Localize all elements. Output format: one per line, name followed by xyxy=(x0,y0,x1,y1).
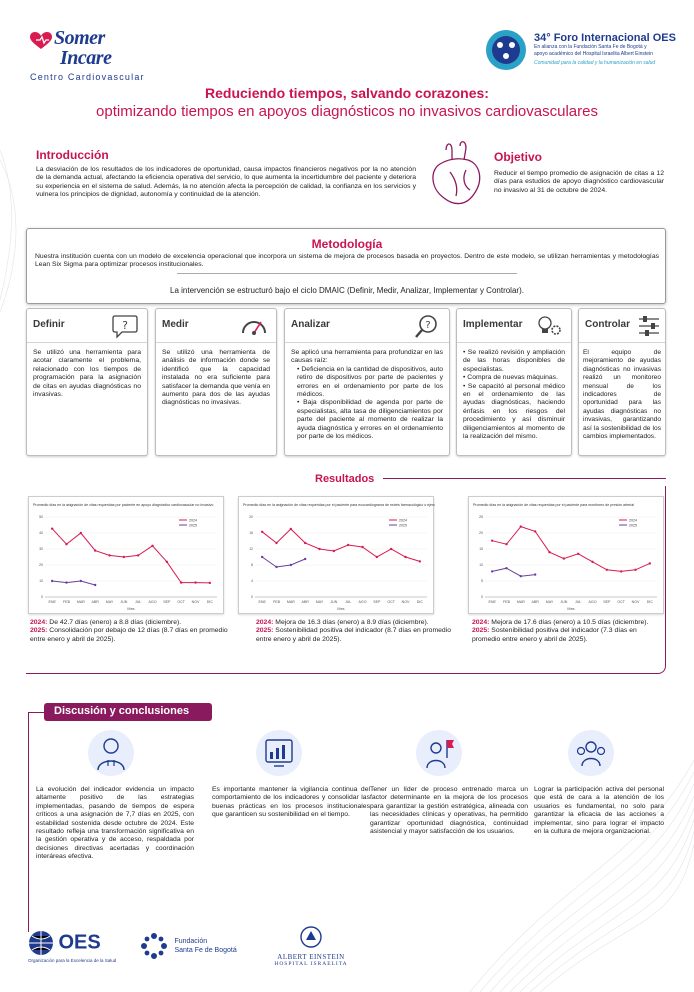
data-point xyxy=(65,543,67,545)
card-text: El equipo de mejoramiento de ayudas diagnósticas no invasivas realizó un monitoreo mensual de los indicadores de oportunidad para las ayudas diagnósticas no invasivas, garantizando así la sostenibilidad de los cambios implementados. xyxy=(583,349,661,441)
methodology-section xyxy=(26,228,666,304)
data-point xyxy=(534,530,536,532)
methodology-text: Nuestra institución cuenta con un modelo de excelencia operacional que incorpora un sistema de mejora de procesos basada en proyectos. Dentro de este modelo, se utilizan herramientas y metodologías Lean Six Sigma para optimizar procesos institucionales. xyxy=(35,253,659,269)
data-point xyxy=(491,570,493,572)
chart-1 xyxy=(28,496,224,614)
analysis-bullet: • Deficiencia en la cantidad de dispositivos, auto retiro de dispositivos por parte de pacientes y errores en el ordenamiento por parte de los médicos. xyxy=(297,365,443,399)
data-point xyxy=(577,553,579,555)
oes-text: OES xyxy=(58,931,101,954)
x-tick-label: NOV xyxy=(631,600,640,604)
series-line xyxy=(52,581,95,585)
data-point xyxy=(318,548,320,550)
y-tick-label: 20 xyxy=(479,531,483,536)
data-point xyxy=(620,570,622,572)
fsfb-emblem-icon xyxy=(138,930,170,962)
card-controlar xyxy=(578,308,666,456)
card-analizar xyxy=(284,308,450,456)
data-point xyxy=(548,551,550,553)
einstein-logo xyxy=(272,926,350,967)
dmaic-intro: La intervención se estructuró bajo el ciclo DMAIC (Definir, Medir, Analizar, Implementar y Controlar). xyxy=(170,286,524,295)
x-tick-label: JUN xyxy=(330,600,338,604)
x-tick-label: MAY xyxy=(105,600,114,604)
x-tick-label: JUL xyxy=(574,600,582,604)
card-text: Se utilizó una herramienta para acotar claramente el problema, relacionado con los tiempos de programación para la asignación de citas en ayudas diagnósticas no invasivas. xyxy=(33,349,141,399)
einstein-line-2: HOSPITAL ISRAELITA xyxy=(274,961,348,967)
x-axis-label: Mes xyxy=(127,607,135,611)
data-point xyxy=(261,531,263,533)
y-tick-label: 15 xyxy=(479,547,483,552)
discussion-col-2: Es importante mantener la vigilancia continua del comportamiento de los indicadores y consolidar las buenas prácticas en los procesos institucionales que garanticen su sostenibilidad en el tiempo. xyxy=(212,786,370,819)
sliders-icon xyxy=(635,313,663,339)
analytics-screen-icon xyxy=(256,730,302,776)
x-tick-label: MAR xyxy=(76,600,85,604)
x-tick-label: MAY xyxy=(545,600,554,604)
data-point xyxy=(65,581,67,583)
x-tick-label: JUN xyxy=(120,600,128,604)
chart-3 xyxy=(468,496,664,614)
series-line xyxy=(262,557,305,567)
anatomical-heart-icon xyxy=(426,140,488,210)
series-line xyxy=(492,568,535,576)
logo-brand-top: Somer xyxy=(54,27,105,49)
data-point xyxy=(390,548,392,550)
oes-subtext: Organización para la Excelencia de la Salud xyxy=(28,958,117,963)
card-medir xyxy=(155,308,277,456)
data-point xyxy=(649,562,651,564)
implement-bullet: • Se realizó revisión y ampliación de las horas disponibles de especialistas. xyxy=(463,349,565,373)
forum-tagline: Comunidad para la calidad y la humanización en salud xyxy=(534,60,656,66)
x-tick-label: DIC xyxy=(416,600,423,604)
x-tick-label: ENE xyxy=(488,600,496,604)
data-point xyxy=(137,554,139,556)
title-line-2: optimizando tiempos en apoyos diagnósticos no invasivos cardiovasculares xyxy=(96,103,598,120)
results-rule xyxy=(383,478,666,479)
x-tick-label: NOV xyxy=(401,600,410,604)
y-tick-label: 0 xyxy=(481,595,483,600)
data-point xyxy=(591,561,593,563)
dmaic-cards xyxy=(26,308,666,456)
data-point xyxy=(166,561,168,563)
data-point xyxy=(80,532,82,534)
x-tick-label: AGO xyxy=(358,600,367,604)
data-point xyxy=(290,528,292,530)
x-tick-label: MAY xyxy=(315,600,324,604)
data-point xyxy=(180,581,182,583)
data-point xyxy=(419,560,421,562)
data-point xyxy=(505,543,507,545)
discussion-rule-vertical xyxy=(28,712,29,932)
card-title: Implementar xyxy=(463,319,523,330)
result-caption-3: 2024: Mejora de 17.6 días (enero) a 10.5 días (diciembre). 2025: Sostenibilidad positiva del indicador (7.3 días en promedio entre enero y abril de 2025). xyxy=(472,619,649,643)
data-point xyxy=(151,545,153,547)
oes-logo xyxy=(28,930,116,963)
y-tick-label: 40 xyxy=(39,531,43,536)
results-heading: Resultados xyxy=(315,473,375,485)
x-tick-label: DIC xyxy=(646,600,653,604)
data-point xyxy=(123,556,125,558)
y-tick-label: 50 xyxy=(39,515,43,520)
series-line xyxy=(52,529,210,583)
forum-line-3: apoyo académico del Hospital Israelita Albert Einstein xyxy=(534,51,653,57)
x-tick-label: AGO xyxy=(588,600,597,604)
x-tick-label: OCT xyxy=(387,600,395,604)
logo-brand-bottom: Incare xyxy=(60,47,112,69)
team-icon xyxy=(568,730,614,776)
legend-label: 2024 xyxy=(629,518,637,523)
implement-bullet: • Compra de nuevas máquinas. xyxy=(463,374,558,382)
legend-label: 2024 xyxy=(189,518,197,523)
x-tick-label: OCT xyxy=(177,600,185,604)
y-tick-label: 4 xyxy=(251,579,253,584)
x-tick-label: ENE xyxy=(258,600,266,604)
data-point xyxy=(290,564,292,566)
x-tick-label: SEP xyxy=(163,600,171,604)
svg-text:?: ? xyxy=(425,320,431,331)
y-tick-label: 25 xyxy=(479,515,483,520)
y-tick-label: 10 xyxy=(479,563,483,568)
einstein-line-1: ALBERT EINSTEIN xyxy=(277,953,345,961)
fsfb-line-1: Fundación xyxy=(174,938,208,945)
svg-text:?: ? xyxy=(122,319,128,332)
chart-2 xyxy=(238,496,434,614)
legend-label: 2025 xyxy=(399,523,407,528)
x-tick-label: JUL xyxy=(134,600,142,604)
y-tick-label: 20 xyxy=(249,515,253,520)
x-tick-label: SEP xyxy=(373,600,381,604)
data-point xyxy=(209,582,211,584)
y-tick-label: 5 xyxy=(481,579,483,584)
y-tick-label: 10 xyxy=(39,579,43,584)
data-point xyxy=(534,573,536,575)
data-point xyxy=(505,567,507,569)
x-tick-label: AGO xyxy=(148,600,157,604)
legend-label: 2025 xyxy=(189,523,197,528)
discussion-rule xyxy=(28,712,44,713)
x-tick-label: FEB xyxy=(63,600,70,604)
implement-bullet: • Se capacitó al personal médico en el ordenamiento de las ayudas diagnósticas, haciendo énfasis en los riesgos del procedimiento y así disminuir diligenciamientos al momento de la realización del mismo. xyxy=(463,382,565,441)
discussion-col-4: Lograr la participación activa del personal que está de cara a la atención de los usuarios es fundamental, no solo para garantizar la eficacia de las acciones a implementar, sino para lograr el impacto en la cultura de mejora organizacional. xyxy=(534,786,664,836)
data-point xyxy=(51,580,53,582)
data-point xyxy=(304,558,306,560)
chart-title: Promedio días en la asignación de citas requeridas por el paciente para monitoreo de presión arterial xyxy=(473,503,635,507)
x-tick-label: ABR xyxy=(531,600,539,604)
intro-text: La desviación de los resultados de los indicadores de oportunidad, causa impactos financieros negativos por la no atención de la demanda actual, afectando la eficiencia operativa del servicio, lo que aumenta la incertidumbre del paciente y deteriora su experiencia en el sistema de salud. Además, la no atención afecta la percepción de calidad, la confianza en los servicios y vulnera los principios de dignidad, autonomía y continuidad de la atención. xyxy=(36,166,416,199)
fsfb-line-2: Santa Fe de Bogotá xyxy=(174,947,237,954)
y-tick-label: 12 xyxy=(249,547,253,552)
doctor-icon xyxy=(88,730,134,776)
analysis-intro: Se aplicó una herramienta para profundizar en las causas raíz: xyxy=(291,349,443,365)
card-implementar xyxy=(456,308,572,456)
x-tick-label: JUN xyxy=(560,600,568,604)
somer-incare-logo xyxy=(30,28,170,82)
y-tick-label: 30 xyxy=(39,547,43,552)
discussion-col-3: Tener un líder de proceso entrenado marca un factor determinante en la mejora de los procesos para garantizar la gestión estratégica, alineada con las necesidades clínicas y operativas, ha permitido garantizar oportunidad diagnóstica, continuidad asistencial y mayor satisfacción de los usuarios. xyxy=(370,786,528,836)
x-tick-label: ABR xyxy=(91,600,99,604)
einstein-emblem-icon xyxy=(300,926,322,948)
x-tick-label: ENE xyxy=(48,600,56,604)
y-tick-label: 0 xyxy=(41,595,43,600)
data-point xyxy=(194,581,196,583)
x-tick-label: NOV xyxy=(191,600,200,604)
series-line xyxy=(262,529,420,561)
card-text: Se utilizó una herramienta de análisis de información donde se identificó que la capacidad instalada no era suficiente para satisfacer la demanda que venía en aumento para dos de las ayudas diagnósticas no invasivas. xyxy=(162,349,270,407)
discussion-heading: Discusión y conclusiones xyxy=(44,703,212,721)
data-point xyxy=(275,566,277,568)
data-point xyxy=(361,546,363,548)
card-title: Definir xyxy=(33,319,65,330)
data-point xyxy=(51,527,53,529)
legend-label: 2025 xyxy=(629,523,637,528)
data-point xyxy=(376,556,378,558)
chart-title: Promedio días en la asignación de citas requeridas por paciente en apoyo diagnóstico cardiovascular no invasivo xyxy=(33,503,214,507)
legend-label: 2024 xyxy=(399,518,407,523)
analysis-bullet: • Baja disponibilidad de agenda por parte de especialistas, alta tasa de diligenciamientos por parte del paciente al momento de realizar la ayuda diagnóstica y errores en el ordenamiento por parte de los médicos. xyxy=(297,399,443,441)
x-tick-label: MAR xyxy=(286,600,295,604)
oes-globe-icon xyxy=(28,930,54,956)
data-point xyxy=(606,569,608,571)
forum-title: 34° Foro Internacional OES xyxy=(534,32,676,44)
x-tick-label: JUL xyxy=(344,600,352,604)
lightbulb-gear-icon xyxy=(535,313,563,339)
x-tick-label: FEB xyxy=(503,600,510,604)
y-tick-label: 16 xyxy=(249,531,253,536)
data-point xyxy=(108,554,110,556)
forum-header xyxy=(484,28,684,66)
card-title: Controlar xyxy=(585,319,630,330)
gauge-icon xyxy=(240,313,268,339)
x-axis-label: Mes xyxy=(337,607,345,611)
data-point xyxy=(304,542,306,544)
divider xyxy=(177,273,517,274)
data-point xyxy=(520,525,522,527)
data-point xyxy=(94,584,96,586)
y-tick-label: 0 xyxy=(251,595,253,600)
x-tick-label: MAR xyxy=(516,600,525,604)
result-caption-1: 2024: De 42.7 días (enero) a 8.8 días (diciembre). 2025: Consolidación por debajo de 12 días (8.7 días en promedio entre enero y abril de 2025). xyxy=(30,619,228,643)
y-tick-label: 20 xyxy=(39,563,43,568)
logo-subtitle: Centro Cardiovascular xyxy=(30,72,145,82)
x-tick-label: DIC xyxy=(206,600,213,604)
data-point xyxy=(491,539,493,541)
magnifier-question-icon xyxy=(413,313,441,339)
x-tick-label: OCT xyxy=(617,600,625,604)
data-point xyxy=(333,550,335,552)
data-point xyxy=(80,580,82,582)
y-tick-label: 8 xyxy=(251,563,253,568)
data-point xyxy=(634,569,636,571)
data-point xyxy=(347,544,349,546)
objective-text: Reducir el tiempo promedio de asignación de citas a 12 días para estudios de apoyo diagnóstico cardiovascular no invasivo al 31 de octubre de 2024. xyxy=(494,170,664,194)
objective-section xyxy=(494,150,664,195)
data-point xyxy=(404,556,406,558)
forum-globe-icon xyxy=(484,28,528,72)
forum-line-2: En alianza con la Fundación Santa Fe de Bogotá y xyxy=(534,44,647,50)
intro-section xyxy=(36,148,416,200)
chart-title: Promedio días en la asignación de citas requeridas por el paciente para ecocardiograma de estrés farmacológico o ejercicio xyxy=(243,503,435,507)
card-title: Analizar xyxy=(291,319,330,330)
x-axis-label: Mes xyxy=(567,607,575,611)
data-point xyxy=(275,542,277,544)
heart-logo-icon xyxy=(30,32,52,50)
x-tick-label: SEP xyxy=(603,600,611,604)
data-point xyxy=(261,556,263,558)
result-caption-2: 2024: Mejora de 16.3 días (enero) a 8.9 días (diciembre). 2025: Sostenibilidad positiva del indicador (8.7 días en promedio entre enero y abril de 2025). xyxy=(256,619,451,643)
card-definir xyxy=(26,308,148,456)
card-title: Medir xyxy=(162,319,189,330)
data-point xyxy=(563,557,565,559)
methodology-heading: Metodología xyxy=(311,237,383,251)
leader-flag-icon xyxy=(416,730,462,776)
title-line-1: Reduciendo tiempos, salvando corazones: xyxy=(205,85,489,101)
discussion-col-1: La evolución del indicador evidencia un impacto altamente positivo de las estrategias implementadas, pasando de tiempos de espera críticos a una asignación de 7,7 días en 2025, con estabilidad sostenida desde octubre de 2024. Este resultado refleja una transformación significativa en la gestión operativa y de acceso, respaldada por decisiones directivas acertadas y coordinación interáreas efectiva. xyxy=(36,786,194,861)
data-point xyxy=(94,549,96,551)
fsfb-logo xyxy=(138,930,237,962)
x-tick-label: ABR xyxy=(301,600,309,604)
x-tick-label: FEB xyxy=(273,600,280,604)
data-point xyxy=(520,575,522,577)
objective-heading: Objetivo xyxy=(494,150,543,164)
question-bubble-icon xyxy=(111,313,139,339)
intro-heading: Introducción xyxy=(36,148,109,162)
